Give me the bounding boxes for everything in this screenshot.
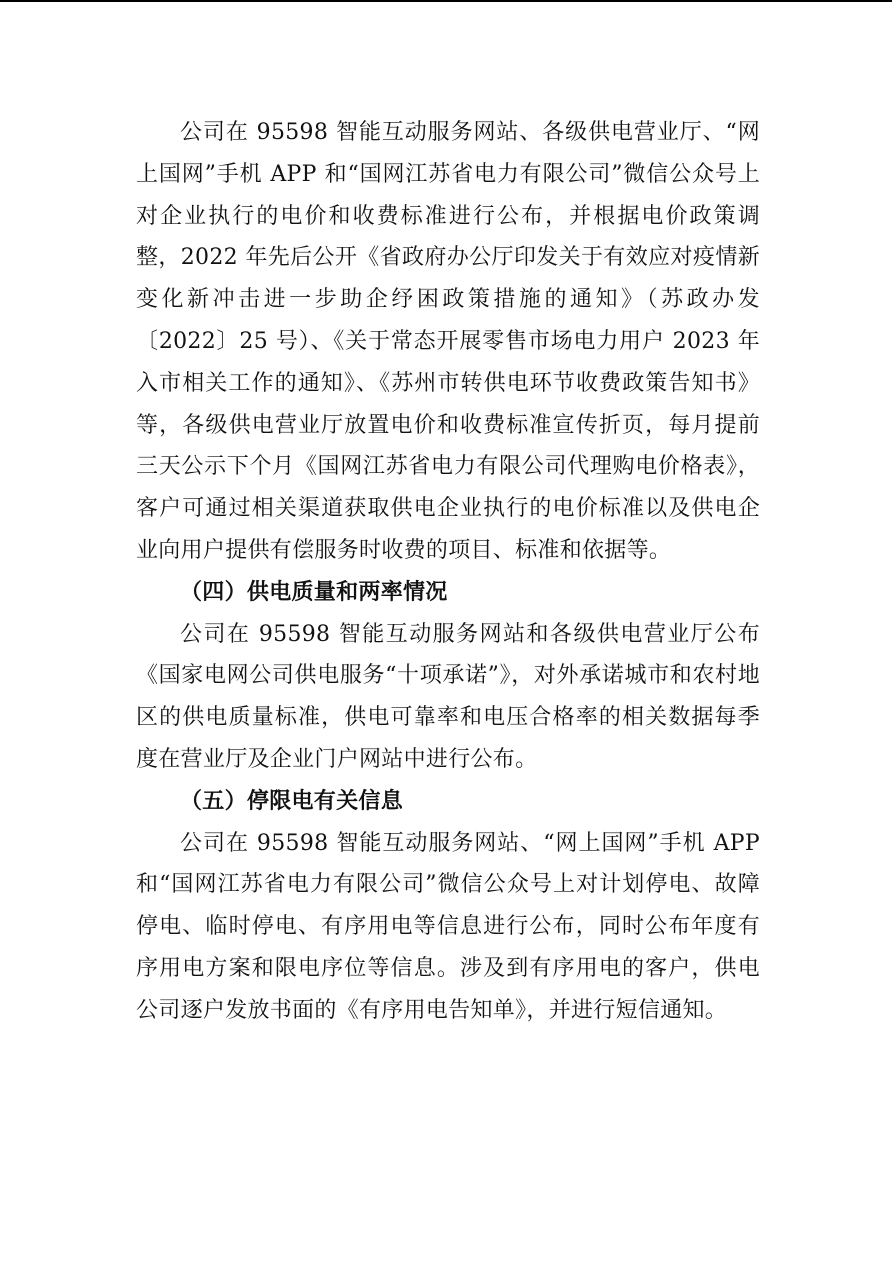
paragraph-price-disclosure: 公司在 95598 智能互动服务网站、各级供电营业厅、“网上国网”手机 APP 和“国网江苏省电力有限公司”微信公众号上对企业执行的电价和收费标准进行公布，并根据电价政策调整，2022 年先后公开《省政府办公厅印发关于有效应对疫情新变化新冲击进一步助企纾困政策措施的通知》（苏政办发〔2022〕25 号）、《关于常态开展零售市场电力用户 2023 年入市相关工作的通知》、《苏州市转供电环节收费政策告知书》等，各级供电营业厅放置电价和收费标准宣传折页，每月提前三天公示下个月《国网江苏省电力有限公司代理购电价格表》，客户可通过相关渠道获取供电企业执行的电价标准以及供电企业向用户提供有偿服务时收费的项目、标准和依据等。	[136, 120, 760, 563]
section-heading-outage-info: （五）停限电有关信息	[180, 788, 404, 814]
document-body	[136, 112, 760, 1032]
section-heading-supply-quality: （四）供电质量和两率情况	[180, 579, 448, 605]
paragraph-outage-info: 公司在 95598 智能互动服务网站、“网上国网”手机 APP 和“国网江苏省电力有限公司”微信公众号上对计划停电、故障停电、临时停电、有序用电等信息进行公布，同时公布年度有序用电方案和限电序位等信息。涉及到有序用电的客户，供电公司逐户发放书面的《有序用电告知单》，并进行短信通知。	[136, 830, 760, 1023]
top-border-line	[0, 0, 892, 2]
paragraph-supply-quality: 公司在 95598 智能互动服务网站和各级供电营业厅公布《国家电网公司供电服务“十项承诺”》，对外承诺城市和农村地区的供电质量标准，供电可靠率和电压合格率的相关数据每季度在营业厅及企业门户网站中进行公布。	[136, 621, 760, 772]
